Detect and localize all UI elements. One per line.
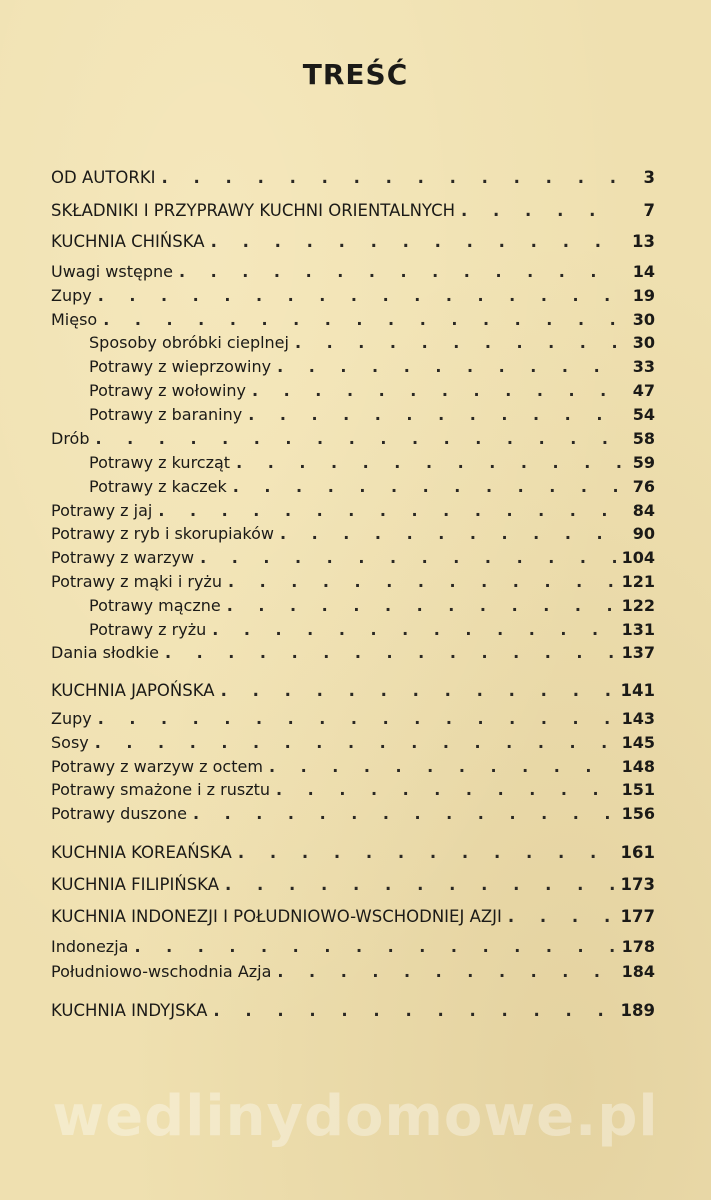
toc-entry: [51, 429, 655, 455]
toc-entry-label: Potrawy duszone: [51, 804, 187, 823]
toc-entry-label: KUCHNIA CHIŃSKA: [51, 232, 205, 251]
toc-entry: [51, 333, 655, 359]
toc-entry-page: 145: [621, 733, 655, 752]
toc-entry-page: 122: [621, 596, 655, 615]
toc-entry: [51, 681, 655, 707]
toc-entry-page: 30: [632, 333, 655, 352]
dot-leader: [200, 548, 616, 567]
dot-leader: [103, 310, 621, 329]
toc-entry: [51, 405, 655, 431]
toc-entry-page: 3: [643, 168, 655, 187]
watermark: wedlinydomowe.pl: [52, 1084, 659, 1149]
toc-entry-page: 47: [632, 381, 655, 400]
dot-leader: [277, 357, 621, 376]
dot-leader: [461, 201, 621, 220]
toc-entry-label: KUCHNIA JAPOŃSKA: [51, 681, 215, 700]
toc-entry-page: 148: [621, 757, 655, 776]
toc-entry-label: Potrawy z ryb i skorupiaków: [51, 524, 274, 543]
toc-entry-page: 137: [621, 643, 655, 662]
toc-entry: [51, 780, 655, 806]
toc-entry-label: Potrawy mączne: [89, 596, 221, 615]
toc-entry: [51, 201, 655, 227]
toc-entry-label: KUCHNIA INDONEZJI I POŁUDNIOWO-WSCHODNIEJ AZJI: [51, 907, 502, 926]
toc-entry: [51, 843, 655, 869]
page-title: TREŚĆ: [302, 58, 409, 91]
dot-leader: [269, 757, 616, 776]
toc-entry-label: Południowo-wschodnia Azja: [51, 962, 272, 981]
toc-entry-label: SKŁADNIKI I PRZYPRAWY KUCHNI ORIENTALNYCH: [51, 201, 456, 220]
toc-entry: [51, 232, 655, 258]
toc-entry-page: 59: [632, 453, 655, 472]
toc-entry-label: OD AUTORKI: [51, 168, 156, 187]
dot-leader: [277, 962, 615, 981]
dot-leader: [134, 937, 615, 956]
dot-leader: [227, 596, 616, 615]
dot-leader: [508, 907, 615, 926]
toc-entry-page: 143: [621, 709, 655, 728]
toc-entry-label: Mięso: [51, 310, 98, 329]
dot-leader: [211, 232, 621, 251]
toc-entry-page: 54: [632, 405, 655, 424]
toc-entry: [51, 453, 655, 479]
toc-entry: [51, 168, 655, 194]
toc-entry-page: 13: [632, 232, 655, 251]
toc-entry-page: 58: [632, 429, 655, 448]
toc-entry-label: Potrawy z mąki i ryżu: [51, 572, 222, 591]
toc-entry-page: 14: [632, 262, 655, 281]
toc-entry-label: Zupy: [51, 286, 92, 305]
toc-entry-label: Potrawy z warzyw: [51, 548, 195, 567]
toc-entry: [51, 907, 655, 933]
dot-leader: [252, 381, 621, 400]
dot-leader: [158, 501, 621, 520]
toc-entry-page: 161: [620, 843, 655, 862]
dot-leader: [98, 709, 616, 728]
toc-entry: [51, 804, 655, 830]
dot-leader: [276, 780, 616, 799]
dot-leader: [96, 429, 622, 448]
dot-leader: [228, 572, 616, 591]
toc-entry-label: Potrawy z kaczek: [89, 477, 227, 496]
toc-entry: [51, 286, 655, 312]
dot-leader: [165, 643, 616, 662]
toc-entry-page: 90: [632, 524, 655, 543]
dot-leader: [295, 333, 621, 352]
toc-entry-page: 19: [632, 286, 655, 305]
toc-entry-label: Potrawy z wołowiny: [89, 381, 246, 400]
toc-entry-label: Potrawy z warzyw z octem: [51, 757, 263, 776]
toc-entry: [51, 962, 655, 988]
toc-entry-label: Potrawy z wieprzowiny: [89, 357, 272, 376]
toc-entry-page: 104: [621, 548, 655, 567]
toc-entry-label: Sosy: [51, 733, 89, 752]
toc-entry-label: Sposoby obróbki cieplnej: [89, 333, 289, 352]
toc-entry: [51, 643, 655, 669]
toc-entry-page: 121: [621, 572, 655, 591]
toc-entry-page: 84: [632, 501, 655, 520]
toc-entry-label: Potrawy z ryżu: [89, 620, 207, 639]
toc-entry-page: 76: [632, 477, 655, 496]
dot-leader: [98, 286, 621, 305]
dot-leader: [280, 524, 621, 543]
dot-leader: [238, 843, 615, 862]
toc-entry-page: 131: [621, 620, 655, 639]
toc-entry-page: 177: [620, 907, 655, 926]
toc-entry-page: 178: [621, 937, 655, 956]
dot-leader: [225, 875, 615, 894]
toc-entry-page: 189: [620, 1001, 655, 1020]
dot-leader: [248, 405, 621, 424]
toc-entry-page: 151: [621, 780, 655, 799]
dot-leader: [221, 681, 615, 700]
dot-leader: [95, 733, 616, 752]
toc-entry: [51, 524, 655, 550]
dot-leader: [236, 453, 621, 472]
dot-leader: [179, 262, 621, 281]
toc-entry: [51, 1001, 655, 1027]
dot-leader: [212, 620, 615, 639]
toc-entry: [51, 733, 655, 759]
toc-entry-label: Dania słodkie: [51, 643, 159, 662]
toc-entry: [51, 477, 655, 503]
toc-entry-label: Potrawy z jaj: [51, 501, 153, 520]
toc-entry-label: Potrawy z kurcząt: [89, 453, 231, 472]
toc-entry: [51, 262, 655, 288]
dot-leader: [233, 477, 621, 496]
toc-entry-page: 184: [621, 962, 655, 981]
toc-entry-label: KUCHNIA FILIPIŃSKA: [51, 875, 219, 894]
toc-entry-label: KUCHNIA INDYJSKA: [51, 1001, 208, 1020]
toc-entry-page: 33: [632, 357, 655, 376]
toc-entry: [51, 357, 655, 383]
dot-leader: [193, 804, 616, 823]
toc-entry-label: KUCHNIA KOREAŃSKA: [51, 843, 232, 862]
toc-entry-page: 7: [643, 201, 655, 220]
toc-entry-label: Zupy: [51, 709, 92, 728]
toc-entry-page: 156: [621, 804, 655, 823]
toc-entry-page: 173: [620, 875, 655, 894]
toc-entry-label: Drób: [51, 429, 90, 448]
toc-entry-label: Potrawy z baraniny: [89, 405, 243, 424]
toc-entry: [51, 572, 655, 598]
toc-entry: [51, 709, 655, 735]
toc-entry-label: Indonezja: [51, 937, 129, 956]
toc-entry: [51, 381, 655, 407]
dot-leader: [162, 168, 621, 187]
toc-entry-label: Potrawy smażone i z rusztu: [51, 780, 271, 799]
toc-entry: [51, 937, 655, 963]
dot-leader: [213, 1001, 614, 1020]
toc-entry: [51, 875, 655, 901]
toc-entry-page: 141: [620, 681, 655, 700]
toc-entry-page: 30: [632, 310, 655, 329]
toc-entry: [51, 548, 655, 574]
toc-entry: [51, 596, 655, 622]
toc-entry-label: Uwagi wstępne: [51, 262, 173, 281]
